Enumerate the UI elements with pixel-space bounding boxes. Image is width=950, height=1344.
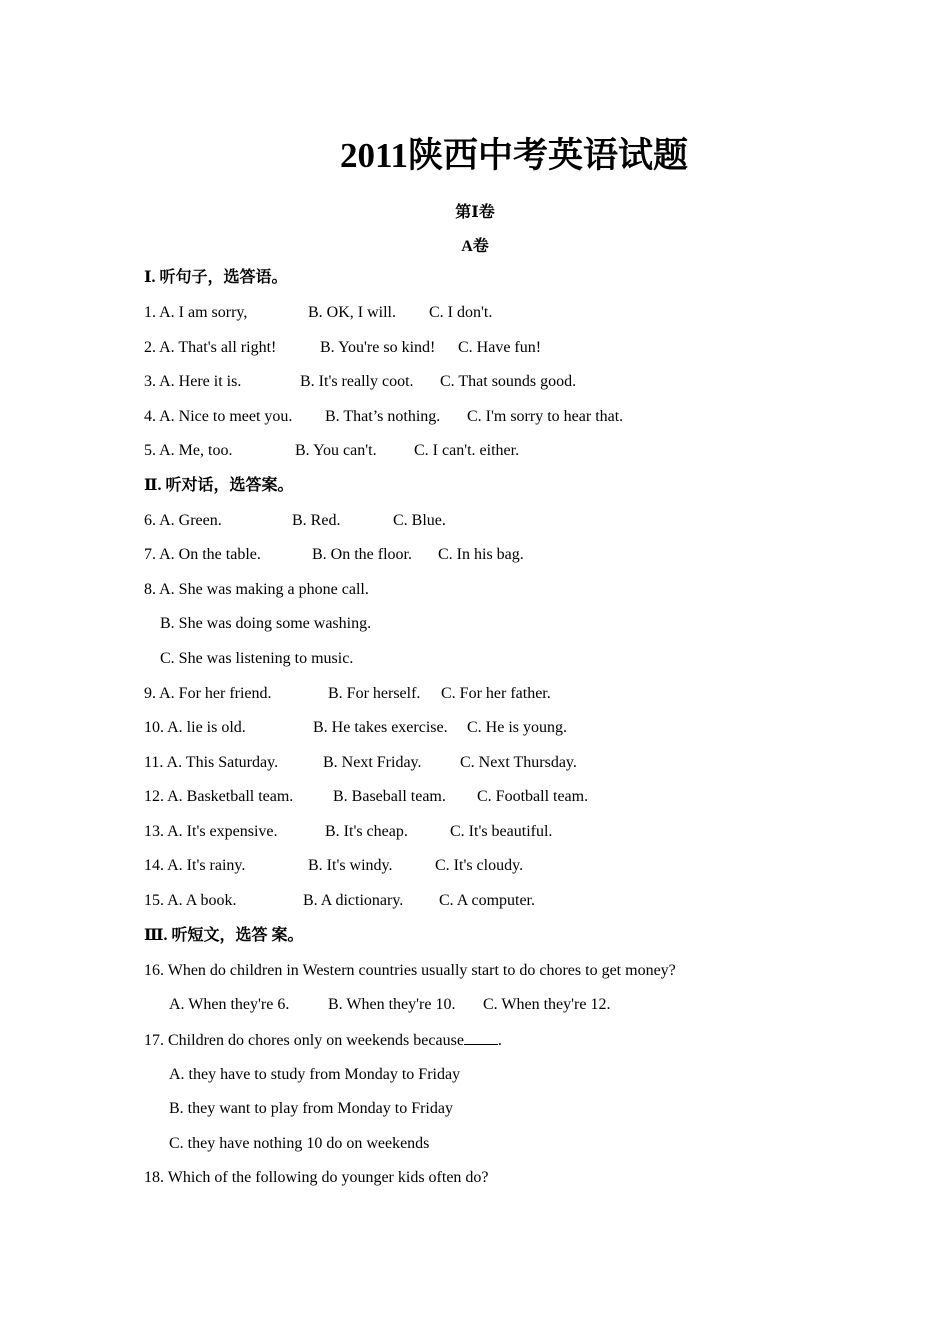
option-b: B. On the floor. (312, 546, 412, 563)
option-b: B. Red. (292, 512, 341, 529)
question-3 (144, 372, 576, 392)
option-c: C. It's beautiful. (450, 823, 553, 840)
option-a: A. When they're 6. (169, 996, 290, 1013)
option-c: C. I don't. (429, 304, 493, 321)
option-b: B. A dictionary. (303, 892, 404, 909)
option-c: C. In his bag. (438, 546, 524, 563)
option-c: C. For her father. (441, 685, 551, 702)
section-1-heading: Ⅰ. 听句子，选答语。 (144, 269, 288, 286)
volume-heading: 第Ⅰ卷 (455, 204, 495, 221)
question-8-option-b: B. She was doing some washing. (160, 615, 372, 632)
question-13 (144, 822, 552, 842)
question-4 (144, 407, 623, 427)
question-8: 8. A. She was making a phone call. (144, 581, 369, 598)
option-b: B. When they're 10. (328, 996, 456, 1013)
option-a: 6. A. Green. (144, 512, 222, 529)
option-a: 10. A. lie is old. (144, 719, 246, 736)
question-11 (144, 753, 577, 773)
option-a: 14. A. It's rainy. (144, 857, 246, 874)
question-8-option-c: C. She was listening to music. (160, 650, 354, 667)
option-c: C. Blue. (393, 512, 446, 529)
option-a: 3. A. Here it is. (144, 373, 242, 390)
question-6 (144, 511, 446, 531)
question-16-options (169, 995, 610, 1015)
option-c: C. I can't. either. (414, 442, 520, 459)
option-b: B. OK, I will. (308, 304, 396, 321)
option-c: C. Football team. (477, 788, 589, 805)
option-c: C. Next Thursday. (460, 754, 577, 771)
question-18-stem: 18. Which of the following do younger kids often do? (144, 1169, 489, 1186)
option-b: B. He takes exercise. (313, 719, 448, 736)
option-c: C. That sounds good. (440, 373, 577, 390)
option-c: C. I'm sorry to hear that. (467, 408, 624, 425)
question-17-stem (144, 1030, 502, 1051)
question-17-end: . (497, 1032, 502, 1049)
question-17-text: 17. Children do chores only on weekends because (144, 1032, 464, 1049)
question-17-option-b: B. they want to play from Monday to Friday (169, 1100, 453, 1117)
question-15 (144, 891, 535, 911)
section-2-heading: Ⅱ. 听对话，选答案。 (144, 477, 294, 494)
question-17-option-a: A. they have to study from Monday to Friday (169, 1066, 461, 1083)
option-b: B. It's cheap. (325, 823, 408, 840)
question-9 (144, 684, 551, 704)
option-b: B. You can't. (295, 442, 377, 459)
option-c: C. Have fun! (458, 339, 542, 356)
question-7 (144, 545, 524, 565)
question-1 (144, 303, 492, 323)
page-title: 2011陕西中考英语试题 (339, 136, 689, 175)
option-b: B. You're so kind! (320, 339, 436, 356)
option-a: 5. A. Me, too. (144, 442, 233, 459)
option-a: 2. A. That's all right! (144, 339, 277, 356)
option-a: 1. A. I am sorry, (144, 304, 248, 321)
option-c: C. It's cloudy. (435, 857, 524, 874)
option-b: B. It's windy. (308, 857, 393, 874)
answer-blank (464, 1030, 498, 1045)
option-b: B. Next Friday. (323, 754, 422, 771)
option-a: 9. A. For her friend. (144, 685, 272, 702)
question-10 (144, 718, 567, 738)
option-a: 7. A. On the table. (144, 546, 261, 563)
part-heading: A卷 (461, 238, 489, 255)
option-b: B. That’s nothing. (325, 408, 441, 425)
question-2 (144, 338, 541, 358)
option-b: B. Baseball team. (333, 788, 446, 805)
option-a: 13. A. It's expensive. (144, 823, 278, 840)
option-a: 11. A. This Saturday. (144, 754, 279, 771)
option-c: C. When they're 12. (483, 996, 611, 1013)
question-5 (144, 441, 519, 461)
option-b: B. It's really coot. (300, 373, 414, 390)
question-14 (144, 856, 523, 876)
section-3-heading: Ⅲ. 听短文，选答 案。 (144, 927, 304, 944)
question-17-option-c: C. they have nothing 10 do on weekends (169, 1135, 430, 1152)
option-c: C. He is young. (467, 719, 567, 736)
option-a: 4. A. Nice to meet you. (144, 408, 293, 425)
option-b: B. For herself. (328, 685, 421, 702)
question-12 (144, 787, 588, 807)
option-a: 15. A. A book. (144, 892, 237, 909)
question-16-stem: 16. When do children in Western countries usually start to do chores to get money? (144, 962, 676, 979)
option-c: C. A computer. (439, 892, 535, 909)
option-a: 12. A. Basketball team. (144, 788, 294, 805)
